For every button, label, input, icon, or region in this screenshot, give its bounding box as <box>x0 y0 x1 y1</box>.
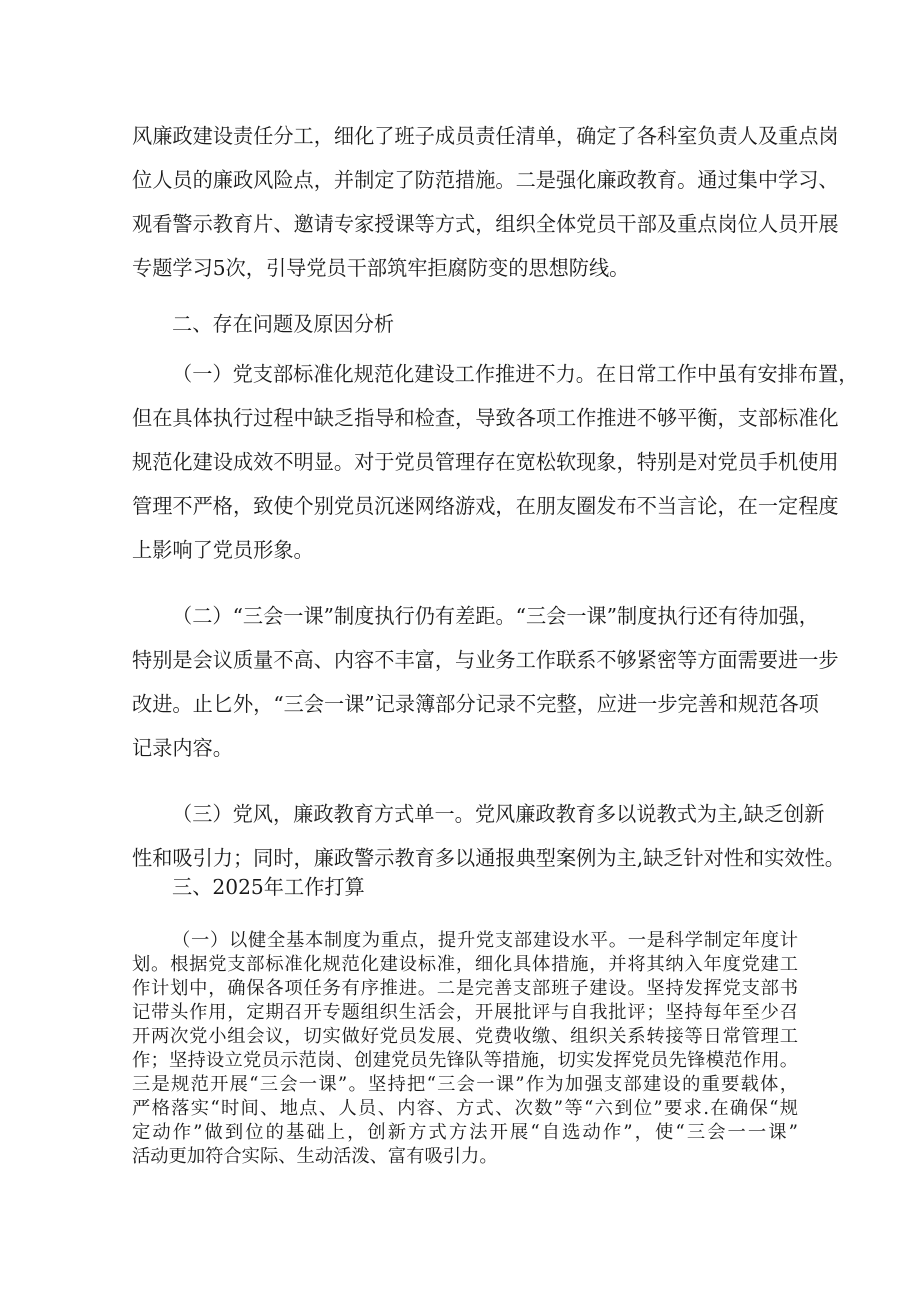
issue-2-line-1: （二）“三会一课”制度执行仍有差距。“三会一课”制度执行还有待加强， <box>172 604 819 628</box>
plan-1-line-4: 记带头作用，定期召开专题组织生活会，开展批评与自我批评；坚持每年至少召 <box>132 1002 798 1023</box>
plan-1-line-10: 活动更加符合实际、生动活泼、富有吸引力。 <box>132 1146 498 1167</box>
plan-1-line-6: 作；坚持设立党员示范岗、创建党员先锋队等措施，切实发挥党员先锋模范作用。 <box>132 1050 798 1071</box>
intro-line-1: 风廉政建设责任分工，细化了班子成员责任清单，确定了各科室负责人及重点岗 <box>132 124 839 148</box>
plan-1-line-2: 划。根据党支部标准化规范化建设标准，细化具体措施，并将其纳入年度党建工 <box>132 954 798 975</box>
issue-1-line-1: （一）党支部标准化规范化建设工作推进不力。在日常工作中虽有安排布置， <box>172 362 859 386</box>
section-heading-problems: 二、存在问题及原因分析 <box>172 312 395 336</box>
plan-1-line-1: （一）以健全基本制度为重点，提升党支部建设水平。一是科学制定年度计 <box>172 930 798 951</box>
plan-1-line-9: 定动作”做到位的基础上，创新方式方法开展“自选动作”，使“三会一一课” <box>132 1122 798 1143</box>
issue-3-line-1: （三）党风，廉政教育方式单一。党风廉政教育多以说教式为主,缺乏创新 <box>172 802 825 826</box>
issue-2-line-4: 记录内容。 <box>132 736 233 760</box>
intro-line-3: 观看警示教育片、邀请专家授课等方式，组织全体党员干部及重点岗位人员开展 <box>132 212 839 236</box>
issue-1-line-5: 上影响了党员形象。 <box>132 538 314 562</box>
issue-2-line-3: 改进。止匕外，“三会一课”记录簿部分记录不完整，应进一步完善和规范各项 <box>132 692 819 716</box>
plan-1-line-7: 三是规范开展“三会一课”。坚持把“三会一课”作为加强支部建设的重要载体， <box>132 1074 798 1095</box>
issue-1-line-4: 管理不严格，致使个别党员沉迷网络游戏，在朋友圈发布不当言论，在一定程度 <box>132 494 839 518</box>
issue-3-line-2: 性和吸引力；同时，廉政警示教育多以通报典型案例为主,缺乏针对性和实效性。 <box>132 846 845 870</box>
section-heading-plan: 三、2025年工作打算 <box>172 875 365 899</box>
plan-1-line-5: 开两次党小组会议，切实做好党员发展、党费收缴、组织关系转接等日常管理工 <box>132 1026 798 1047</box>
issue-1-line-3: 规范化建设成效不明显。对于党员管理存在宽松软现象，特别是对党员手机使用 <box>132 450 839 474</box>
issue-2-line-2: 特别是会议质量不高、内容不丰富，与业务工作联系不够紧密等方面需要进一步 <box>132 648 839 672</box>
plan-1-line-8: 严格落实“时间、地点、人员、内容、方式、次数”等“六到位”要求.在确保“规 <box>132 1098 798 1119</box>
issue-1-line-2: 但在具体执行过程中缺乏指导和检查，导致各项工作推进不够平衡，支部标准化 <box>132 406 839 430</box>
intro-line-4: 专题学习5次，引导党员干部筑牢拒腐防变的思想防线。 <box>132 256 630 280</box>
intro-line-2: 位人员的廉政风险点，并制定了防范措施。二是强化廉政教育。通过集中学习、 <box>132 168 839 192</box>
plan-1-line-3: 作计划中，确保各项任务有序推进。二是完善支部班子建设。坚持发挥党支部书 <box>132 978 798 999</box>
